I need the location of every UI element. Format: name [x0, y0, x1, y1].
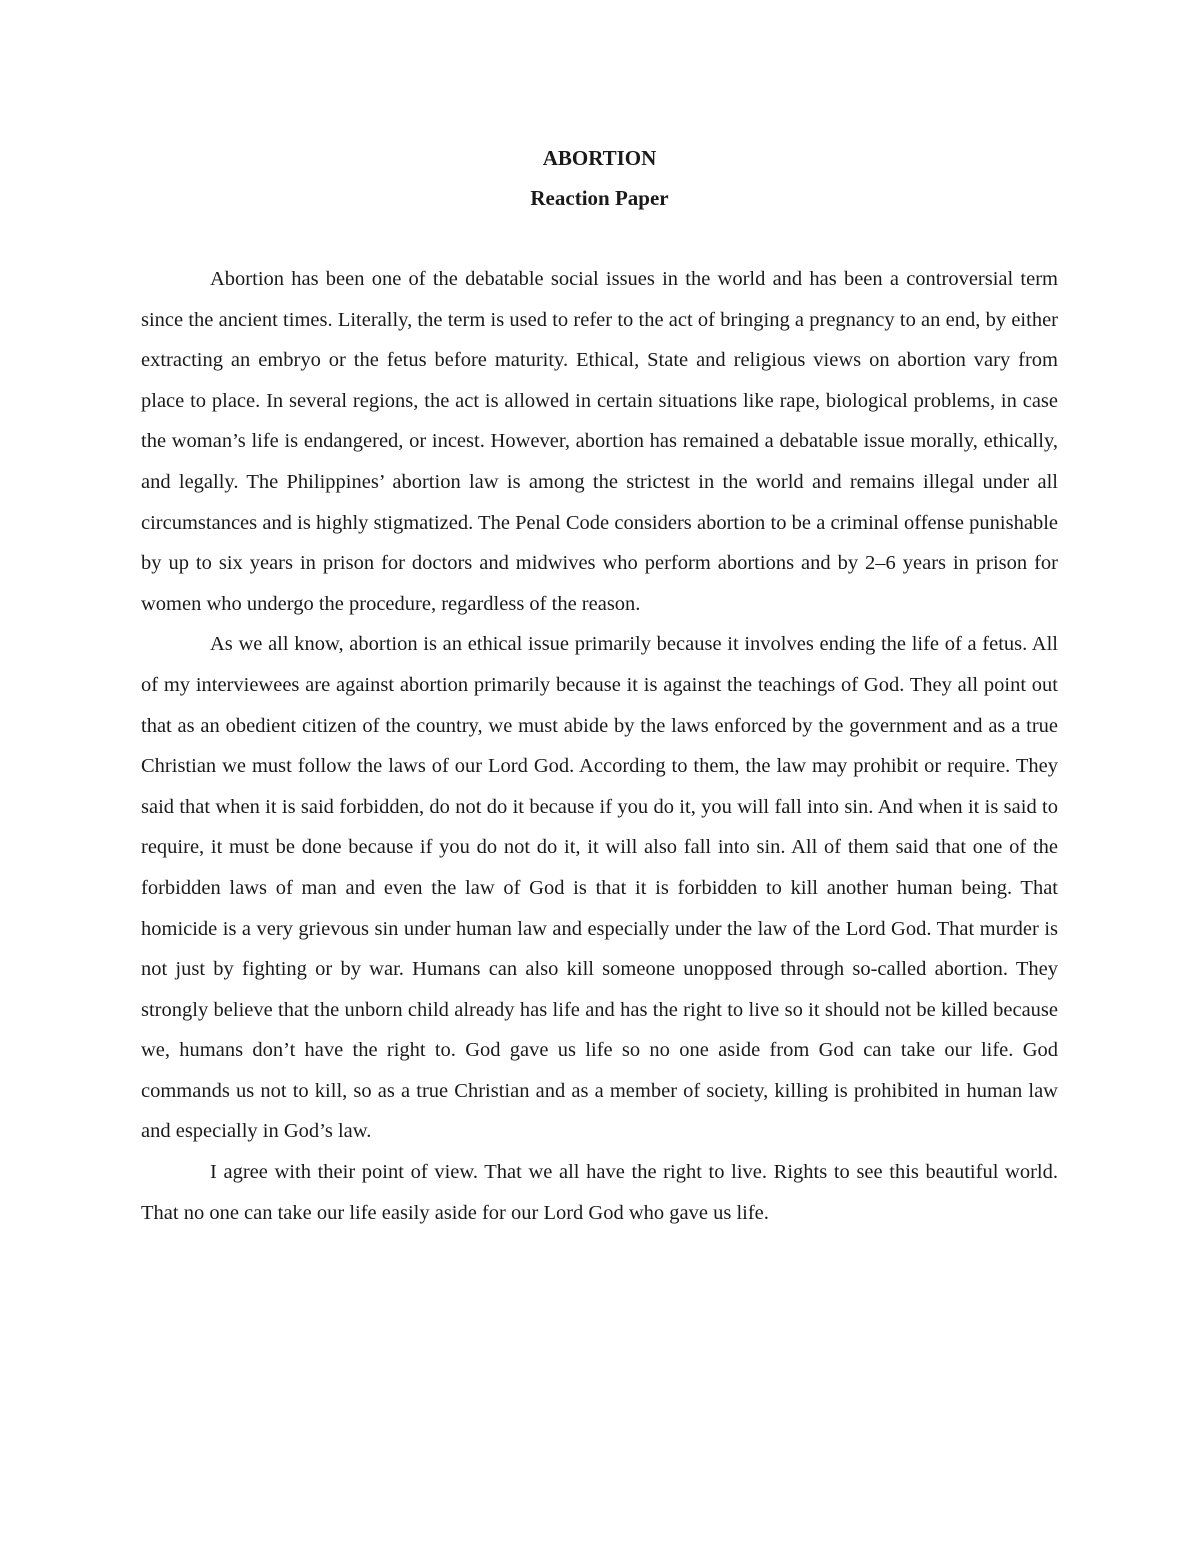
paragraph-2: As we all know, abortion is an ethical issue primarily because it involves ending the life of a fetus. All of my interviewees are against abortion primarily because it is against the teachings of God. They all point out that as an obedient citizen of the country, we must abide by the laws enforced by the government and as a true Christian we must follow the laws of our Lord God. According to them, the law may prohibit or require. They said that when it is said forbidden, do not do it because if you do it, you will fall into sin. And when it is said to require, it must be done because if you do not do it, it will also fall into sin. All of them said that one of the forbidden laws of man and even the law of God is that it is forbidden to kill another human being. That homicide is a very grievous sin under human law and especially under the law of the Lord God. That murder is not just by fighting or by war. Humans can also kill someone unopposed through so-called abortion. They strongly believe that the unborn child already has life and has the right to live so it should not be killed because we, humans don’t have the right to. God gave us life so no one aside from God can take our life. God commands us not to kill, so as a true Christian and as a member of society, killing is prohibited in human law and especially in God’s law.	[141, 633, 1058, 1143]
document-subtitle: Reaction Paper	[530, 186, 669, 210]
document-page	[141, 138, 1058, 1233]
paragraph-3: I agree with their point of view. That we all have the right to live. Rights to see this beautiful world. That no one can take our life easily aside for our Lord God who gave us life.	[141, 1161, 1058, 1224]
document-title: ABORTION	[542, 146, 657, 170]
paragraph-1: Abortion has been one of the debatable social issues in the world and has been a controversial term since the ancient times. Literally, the term is used to refer to the act of bringing a pregnancy to an end, by either extracting an embryo or the fetus before maturity. Ethical, State and religious views on abortion vary from place to place. In several regions, the act is allowed in certain situations like rape, biological problems, in case the woman’s life is endangered, or incest. However, abortion has remained a debatable issue morally, ethically, and legally. The Philippines’ abortion law is among the strictest in the world and remains illegal under all circumstances and is highly stigmatized. The Penal Code considers abortion to be a criminal offense punishable by up to six years in prison for doctors and midwives who perform abortions and by 2–6 years in prison for women who undergo the procedure, regardless of the reason.	[141, 268, 1058, 615]
